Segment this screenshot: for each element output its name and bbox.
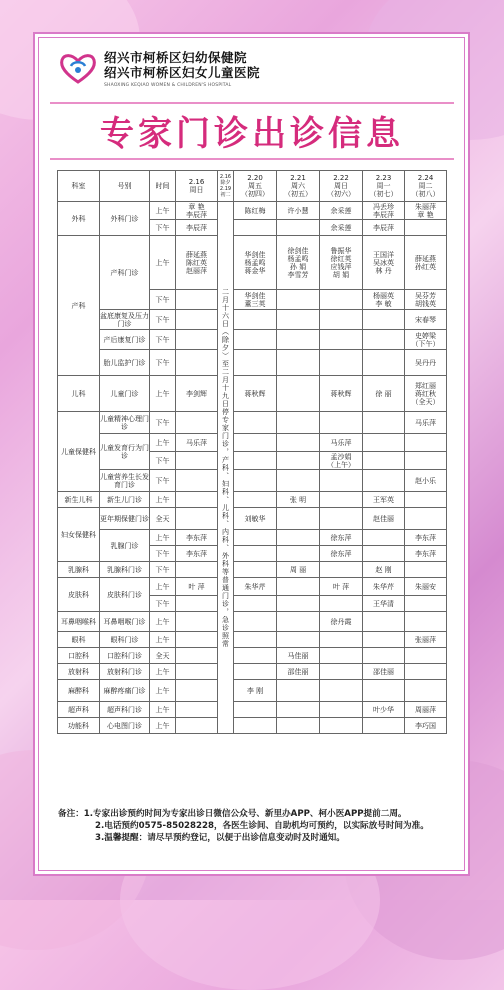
schedule-cell xyxy=(234,220,277,236)
schedule-cell xyxy=(320,632,363,648)
schedule-cell: 李辰萍 xyxy=(363,220,405,236)
schedule-cell: 李东萍 xyxy=(405,530,447,546)
schedule-cell xyxy=(176,330,218,350)
schedule-cell xyxy=(320,412,363,434)
schedule-cell xyxy=(234,648,277,664)
clinic-cell: 乳腺科门诊 xyxy=(100,562,150,578)
clinic-cell: 口腔科门诊 xyxy=(100,648,150,664)
schedule-cell: 朱华芹 xyxy=(234,578,277,596)
time-cell: 下午 xyxy=(150,290,176,310)
col-header-dept: 科室 xyxy=(58,171,100,202)
dept-cell: 耳鼻咽喉科 xyxy=(58,612,100,632)
schedule-cell xyxy=(277,508,320,530)
schedule-cell: 徐丹霞 xyxy=(320,612,363,632)
schedule-cell xyxy=(234,718,277,734)
clinic-cell: 乳腺门诊 xyxy=(100,530,150,562)
clinic-cell: 盆底康复及压力门诊 xyxy=(100,311,149,328)
table-row xyxy=(58,470,447,492)
hospital-name-line2: 绍兴市柯桥区妇女儿童医院 xyxy=(104,65,261,80)
table-row xyxy=(58,578,447,596)
table-row xyxy=(58,236,447,290)
schedule-cell xyxy=(320,596,363,612)
schedule-cell xyxy=(405,680,447,702)
schedule-cell: 薛延燕 孙红英 xyxy=(405,236,447,290)
schedule-cell xyxy=(405,434,447,452)
schedule-cell xyxy=(234,452,277,470)
schedule-cell xyxy=(320,508,363,530)
schedule-cell: 史婷梁 （下午） xyxy=(405,330,447,350)
schedule-cell xyxy=(405,452,447,470)
time-cell: 下午 xyxy=(150,330,176,350)
schedule-cell: 孟沙娟 （上午） xyxy=(320,452,363,470)
schedule-cell: 蒋秋辉 xyxy=(234,376,277,412)
col-header-date: 2.16 周日 xyxy=(176,171,218,202)
clinic-cell: 耳鼻咽喉门诊 xyxy=(100,612,150,632)
time-cell: 上午 xyxy=(150,664,176,680)
schedule-cell xyxy=(277,412,320,434)
schedule-cell: 徐 丽 xyxy=(363,376,405,412)
schedule-cell xyxy=(176,470,218,492)
schedule-cell: 李东萍 xyxy=(176,530,218,546)
schedule-cell xyxy=(363,350,405,376)
clinic-cell: 儿童精神心理门诊 xyxy=(100,412,150,434)
clinic-cell: 儿童门诊 xyxy=(100,376,150,412)
time-cell: 下午 xyxy=(150,470,176,492)
schedule-cell xyxy=(234,546,277,562)
schedule-cell xyxy=(176,310,218,330)
schedule-cell xyxy=(363,470,405,492)
schedule-cell: 李辰萍 xyxy=(176,220,218,236)
schedule-cell xyxy=(363,546,405,562)
schedule-cell xyxy=(234,664,277,680)
time-cell: 下午 xyxy=(150,546,176,562)
schedule-cell: 陈红梅 xyxy=(234,202,277,220)
schedule-cell: 叶 萍 xyxy=(176,578,218,596)
schedule-cell xyxy=(363,452,405,470)
schedule-cell xyxy=(176,702,218,718)
schedule-cell: 徐剑佳 杨孟鸣 孙 娟 李雪芳 xyxy=(277,236,320,290)
schedule-cell xyxy=(176,508,218,530)
schedule-cell: 王国洋 吴冰英 林 丹 xyxy=(363,236,405,290)
schedule-cell xyxy=(277,290,320,310)
schedule-cell: 王军英 xyxy=(363,492,405,508)
time-cell: 下午 xyxy=(150,596,176,612)
schedule-cell xyxy=(320,310,363,330)
schedule-cell xyxy=(176,290,218,310)
schedule-cell xyxy=(277,530,320,546)
table-row xyxy=(58,702,447,718)
table-row xyxy=(58,612,447,632)
schedule-cell: 张丽萍 xyxy=(405,632,447,648)
schedule-cell xyxy=(277,452,320,470)
schedule-cell: 吴芬芳 胡钱英 xyxy=(405,290,447,310)
dept-cell: 麻醉科 xyxy=(58,680,100,702)
schedule-cell xyxy=(320,680,363,702)
dept-cell: 眼科 xyxy=(58,632,100,648)
time-cell: 上午 xyxy=(150,702,176,718)
table-row xyxy=(58,492,447,508)
dept-cell: 口腔科 xyxy=(58,648,100,664)
table-row xyxy=(58,632,447,648)
schedule-cell: 李东萍 xyxy=(405,546,447,562)
table-row xyxy=(58,310,447,330)
schedule-cell xyxy=(320,648,363,664)
time-cell: 上午 xyxy=(150,680,176,702)
dept-cell: 乳腺科 xyxy=(58,562,100,578)
dept-cell: 超声科 xyxy=(58,702,100,718)
schedule-cell xyxy=(277,596,320,612)
col-header-clinic: 号别 xyxy=(100,171,150,202)
schedule-cell xyxy=(234,350,277,376)
schedule-cell xyxy=(363,718,405,734)
schedule-cell xyxy=(277,470,320,492)
schedule-cell xyxy=(405,508,447,530)
schedule-cell xyxy=(176,632,218,648)
clinic-cell: 儿童发育行为门诊 xyxy=(100,434,150,470)
col-header-date: 2.16 除夕 2.19 初二 xyxy=(218,171,234,202)
schedule-cell: 余采莲 xyxy=(320,220,363,236)
table-row xyxy=(58,350,447,376)
schedule-cell xyxy=(234,702,277,718)
col-header-date: 2.23 周一 （初七） xyxy=(363,171,405,202)
title-bottom-rule xyxy=(50,158,454,160)
schedule-cell xyxy=(277,680,320,702)
schedule-cell: 华剑佳 杨孟鸣 蒋金华 xyxy=(234,236,277,290)
clinic-cell: 麻醉疼痛门诊 xyxy=(100,680,150,702)
time-cell: 下午 xyxy=(150,310,176,330)
footnote-line: 备注：1.专家出诊预约时间为专家出诊日微信公众号、新里办APP、柯小医APP提前二周。 xyxy=(58,809,407,819)
footnote-line: 3.温馨提醒：请尽早预约登记，以便于出诊信息变动时及时通知。 xyxy=(95,833,345,843)
col-header-time: 时间 xyxy=(150,171,176,202)
clinic-cell: 眼科门诊 xyxy=(100,632,150,648)
holiday-note: 二月十六日（除夕）至二月十九日停专家门诊，产科、妇科、儿科、内科、外科等普通门诊，急诊照常 xyxy=(218,202,234,734)
table-row xyxy=(58,680,447,702)
schedule-cell xyxy=(176,664,218,680)
schedule-cell xyxy=(176,648,218,664)
time-cell: 上午 xyxy=(150,632,176,648)
table-row xyxy=(58,412,447,434)
schedule-cell xyxy=(277,612,320,632)
schedule-cell: 朱丽安 xyxy=(405,578,447,596)
schedule-cell xyxy=(363,330,405,350)
table-row xyxy=(58,376,447,412)
table-row xyxy=(58,718,447,734)
schedule-cell xyxy=(277,376,320,412)
dept-cell: 皮肤科 xyxy=(58,578,100,612)
time-cell: 上午 xyxy=(150,376,176,412)
schedule-cell xyxy=(320,330,363,350)
time-cell: 下午 xyxy=(150,350,176,376)
schedule-cell xyxy=(320,492,363,508)
schedule-cell xyxy=(277,718,320,734)
schedule-cell: 吴丹丹 xyxy=(405,350,447,376)
hospital-logo-icon xyxy=(58,52,98,84)
dept-cell: 儿童保健科 xyxy=(58,412,100,492)
schedule-cell xyxy=(405,492,447,508)
footnotes xyxy=(58,808,429,844)
col-header-date: 2.21 周六 （初五） xyxy=(277,171,320,202)
schedule-cell: 鲁振华 徐红英 应钱萍 胡 娟 xyxy=(320,236,363,290)
time-cell: 上午 xyxy=(150,612,176,632)
dept-cell: 外科 xyxy=(58,202,100,236)
table-row xyxy=(58,562,447,578)
time-cell: 上午 xyxy=(150,434,176,452)
clinic-cell: 皮肤科门诊 xyxy=(100,578,150,612)
schedule-cell: 华剑佳 董三英 xyxy=(234,290,277,310)
clinic-cell: 放射科门诊 xyxy=(100,664,150,680)
schedule-cell xyxy=(234,492,277,508)
schedule-cell: 薛延燕 陈红英 赵丽萍 xyxy=(176,236,218,290)
schedule-cell xyxy=(234,434,277,452)
time-cell: 全天 xyxy=(150,648,176,664)
table-header-row xyxy=(58,171,447,202)
clinic-cell: 产科门诊 xyxy=(100,236,150,310)
footnote-line: 2.电话预约0575-85028228，各医生诊间、自助机均可预约，以实际放号时间为准。 xyxy=(95,821,429,831)
schedule-cell xyxy=(176,562,218,578)
schedule-cell: 邵佳丽 xyxy=(277,664,320,680)
schedule-cell xyxy=(176,452,218,470)
col-header-date: 2.20 周五 （初四） xyxy=(234,171,277,202)
schedule-cell xyxy=(176,612,218,632)
table-row xyxy=(58,648,447,664)
table-row xyxy=(58,202,447,220)
schedule-cell xyxy=(405,562,447,578)
schedule-cell xyxy=(363,310,405,330)
time-cell: 下午 xyxy=(150,562,176,578)
dept-cell: 儿科 xyxy=(58,376,100,412)
schedule-cell: 周 丽 xyxy=(277,562,320,578)
schedule-cell xyxy=(363,612,405,632)
schedule-cell xyxy=(320,350,363,376)
schedule-cell: 徐东萍 xyxy=(320,546,363,562)
schedule-cell xyxy=(277,632,320,648)
schedule-cell xyxy=(277,702,320,718)
schedule-cell xyxy=(277,350,320,376)
schedule-cell: 郑红丽 蒋红秋 （全天） xyxy=(405,376,447,412)
schedule-cell xyxy=(176,596,218,612)
schedule-cell: 朱丽萍 章 艳 xyxy=(405,202,447,220)
schedule-cell xyxy=(320,718,363,734)
clinic-cell: 胎儿监护门诊 xyxy=(100,350,150,376)
time-cell: 全天 xyxy=(150,508,176,530)
schedule-cell: 叶 萍 xyxy=(320,578,363,596)
schedule-cell xyxy=(277,546,320,562)
schedule-cell xyxy=(363,680,405,702)
schedule-cell: 邵佳丽 xyxy=(363,664,405,680)
hospital-name-en: SHAOXING KEQIAO WOMEN & CHILDREN'S HOSPITAL xyxy=(104,83,232,88)
table-row xyxy=(58,330,447,350)
dept-cell: 放射科 xyxy=(58,664,100,680)
schedule-cell: 马佳丽 xyxy=(277,648,320,664)
schedule-cell xyxy=(320,562,363,578)
time-cell: 上午 xyxy=(150,202,176,220)
schedule-cell xyxy=(363,530,405,546)
schedule-cell xyxy=(176,492,218,508)
schedule-cell: 蒋秋辉 xyxy=(320,376,363,412)
schedule-cell xyxy=(277,434,320,452)
schedule-cell: 李东萍 xyxy=(176,546,218,562)
schedule-cell xyxy=(320,664,363,680)
time-cell: 上午 xyxy=(150,492,176,508)
table-row xyxy=(58,530,447,546)
hospital-name xyxy=(104,50,260,80)
schedule-cell xyxy=(363,648,405,664)
clinic-cell: 更年期保健门诊 xyxy=(100,508,150,530)
schedule-cell xyxy=(320,290,363,310)
table-row xyxy=(58,508,447,530)
time-cell: 上午 xyxy=(150,718,176,734)
schedule-cell: 李剑辉 xyxy=(176,376,218,412)
schedule-cell xyxy=(320,470,363,492)
schedule-cell xyxy=(176,350,218,376)
clinic-cell: 外科门诊 xyxy=(100,202,150,236)
schedule-cell xyxy=(234,612,277,632)
col-header-date: 2.22 周日 （初六） xyxy=(320,171,363,202)
schedule-cell: 杨丽英 李 敏 xyxy=(363,290,405,310)
schedule-cell xyxy=(234,470,277,492)
time-cell: 下午 xyxy=(150,220,176,236)
col-header-date: 2.24 周二 （初八） xyxy=(405,171,447,202)
schedule-cell: 赵佳丽 xyxy=(363,508,405,530)
schedule-cell: 李 刚 xyxy=(234,680,277,702)
schedule-cell xyxy=(176,412,218,434)
schedule-cell xyxy=(405,664,447,680)
schedule-cell: 朱华芹 xyxy=(363,578,405,596)
schedule-cell: 徐东萍 xyxy=(320,530,363,546)
schedule-cell xyxy=(234,632,277,648)
schedule-cell xyxy=(176,718,218,734)
schedule-cell xyxy=(234,596,277,612)
schedule-cell xyxy=(176,680,218,702)
schedule-cell: 李巧国 xyxy=(405,718,447,734)
schedule-cell xyxy=(277,310,320,330)
page-title: 专家门诊出诊信息 xyxy=(100,114,404,154)
time-cell: 上午 xyxy=(150,236,176,290)
schedule-cell: 赵小乐 xyxy=(405,470,447,492)
dept-cell: 产科 xyxy=(58,236,100,376)
schedule-cell xyxy=(277,220,320,236)
schedule-cell: 宋春琴 xyxy=(405,310,447,330)
schedule-cell xyxy=(405,596,447,612)
schedule-cell: 叶少华 xyxy=(363,702,405,718)
dept-cell: 功能科 xyxy=(58,718,100,734)
schedule-cell xyxy=(363,412,405,434)
schedule-cell xyxy=(234,310,277,330)
schedule-cell: 王华清 xyxy=(363,596,405,612)
clinic-cell: 心电图门诊 xyxy=(100,718,150,734)
time-cell: 下午 xyxy=(150,452,176,470)
schedule-cell: 章 艳 李辰萍 xyxy=(176,202,218,220)
schedule-cell: 许小慧 xyxy=(277,202,320,220)
clinic-cell: 产后康复门诊 xyxy=(100,330,150,350)
dept-cell: 妇女保健科 xyxy=(58,508,100,562)
schedule-cell xyxy=(363,632,405,648)
clinic-cell: 超声科门诊 xyxy=(100,702,150,718)
schedule-cell xyxy=(234,562,277,578)
schedule-cell xyxy=(405,220,447,236)
schedule-cell: 马乐萍 xyxy=(405,412,447,434)
schedule-cell xyxy=(405,648,447,664)
schedule-cell: 赵 刚 xyxy=(363,562,405,578)
schedule-cell xyxy=(234,412,277,434)
table-row xyxy=(58,664,447,680)
schedule-cell xyxy=(234,530,277,546)
schedule-cell: 张 明 xyxy=(277,492,320,508)
schedule-cell xyxy=(277,578,320,596)
clinic-cell: 新生儿门诊 xyxy=(100,492,150,508)
title-top-rule xyxy=(50,102,454,104)
schedule-cell: 刘敏华 xyxy=(234,508,277,530)
dept-cell: 新生儿科 xyxy=(58,492,100,508)
clinic-cell: 儿童营养生长发育门诊 xyxy=(100,470,150,492)
schedule-cell: 马乐萍 xyxy=(320,434,363,452)
time-cell: 上午 xyxy=(150,578,176,596)
schedule-cell xyxy=(234,330,277,350)
schedule-cell xyxy=(277,330,320,350)
time-cell: 上午 xyxy=(150,530,176,546)
schedule-table xyxy=(57,170,447,734)
time-cell: 下午 xyxy=(150,412,176,434)
schedule-cell: 马乐萍 xyxy=(176,434,218,452)
schedule-cell: 余采莲 xyxy=(320,202,363,220)
table-row xyxy=(58,434,447,452)
hospital-name-line1: 绍兴市柯桥区妇幼保健院 xyxy=(104,50,248,65)
schedule-cell xyxy=(320,702,363,718)
schedule-cell xyxy=(363,434,405,452)
schedule-cell: 周丽萍 xyxy=(405,702,447,718)
schedule-cell: 冯丢珍 李辰萍 xyxy=(363,202,405,220)
schedule-cell xyxy=(405,612,447,632)
